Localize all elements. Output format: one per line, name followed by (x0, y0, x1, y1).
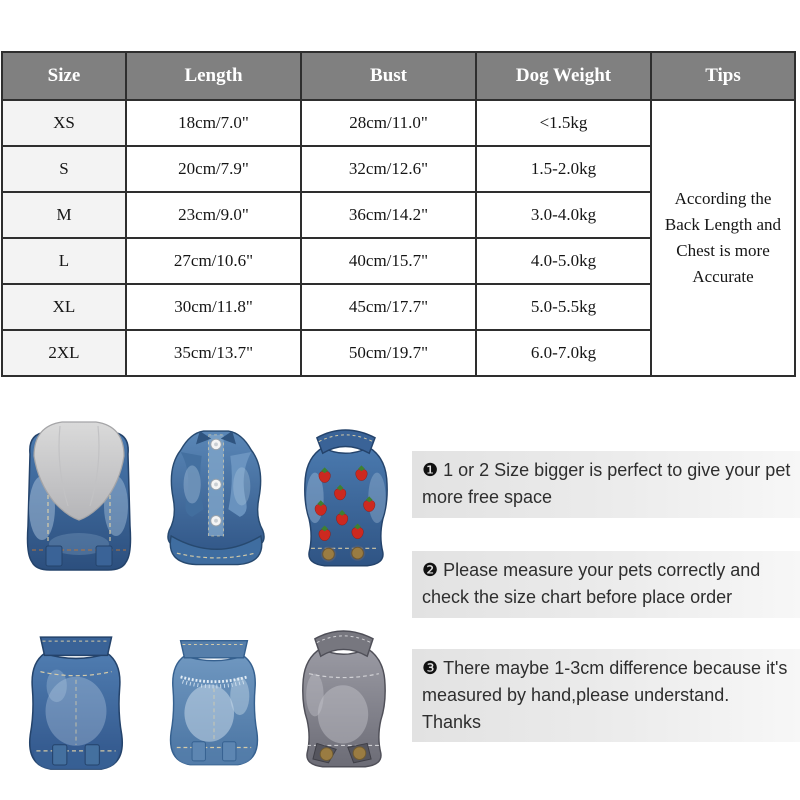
denim-jacket-open-front-illustration (154, 410, 278, 578)
note-hand-measure-difference (412, 649, 800, 742)
bust-value: 36cm/14.2" (301, 192, 476, 238)
length-value: 30cm/11.8" (126, 284, 301, 330)
length-value: 18cm/7.0" (126, 100, 301, 146)
col-header-tips: Tips (651, 52, 795, 100)
col-header-size: Size (2, 52, 126, 100)
length-value: 23cm/9.0" (126, 192, 301, 238)
bust-value: 50cm/19.7" (301, 330, 476, 376)
note-measure-pets (412, 551, 800, 618)
note-text: Please measure your pets correctly and check the size chart before place order (422, 560, 761, 607)
length-value: 20cm/7.9" (126, 146, 301, 192)
photo-denim-jacket-open-front (154, 410, 278, 578)
size-value: S (2, 146, 126, 192)
circled-2-icon: ❷ (422, 560, 439, 581)
col-header-bust: Bust (301, 52, 476, 100)
weight-value: 1.5-2.0kg (476, 146, 651, 192)
note-text: There maybe 1-3cm difference because it's measured by hand,please understand. Thanks (422, 658, 788, 732)
photo-denim-vest-blue-back (10, 604, 142, 788)
weight-value: 4.0-5.0kg (476, 238, 651, 284)
note-size-bigger (412, 451, 800, 518)
photo-denim-vest-gray (280, 600, 406, 790)
table-header-row (2, 52, 795, 100)
denim-vest-frayed-illustration (152, 602, 276, 790)
length-value: 35cm/13.7" (126, 330, 301, 376)
denim-vest-gray-illustration (280, 600, 406, 790)
size-value: XS (2, 100, 126, 146)
photo-denim-vest-strawberries (282, 412, 408, 576)
weight-value: <1.5kg (476, 100, 651, 146)
size-value: XL (2, 284, 126, 330)
size-chart-table (1, 51, 796, 377)
bust-value: 45cm/17.7" (301, 284, 476, 330)
size-value: 2XL (2, 330, 126, 376)
note-text: 1 or 2 Size bigger is perfect to give your pet more free space (422, 460, 791, 507)
denim-hoodie-jacket-illustration (6, 408, 152, 578)
photo-denim-hoodie-jacket (6, 408, 152, 578)
length-value: 27cm/10.6" (126, 238, 301, 284)
bust-value: 28cm/11.0" (301, 100, 476, 146)
size-value: M (2, 192, 126, 238)
bust-value: 40cm/15.7" (301, 238, 476, 284)
denim-vest-strawberries-illustration (282, 412, 408, 576)
table-row (2, 100, 795, 146)
circled-3-icon: ❸ (422, 658, 439, 679)
photo-denim-vest-frayed (152, 602, 276, 790)
weight-value: 6.0-7.0kg (476, 330, 651, 376)
weight-value: 3.0-4.0kg (476, 192, 651, 238)
tips-text: According the Back Length and Chest is more Accurate (651, 100, 795, 376)
col-header-length: Length (126, 52, 301, 100)
weight-value: 5.0-5.5kg (476, 284, 651, 330)
col-header-dog-weight: Dog Weight (476, 52, 651, 100)
circled-1-icon: ❶ (422, 460, 439, 481)
denim-vest-blue-back-illustration (10, 604, 142, 788)
size-value: L (2, 238, 126, 284)
bust-value: 32cm/12.6" (301, 146, 476, 192)
